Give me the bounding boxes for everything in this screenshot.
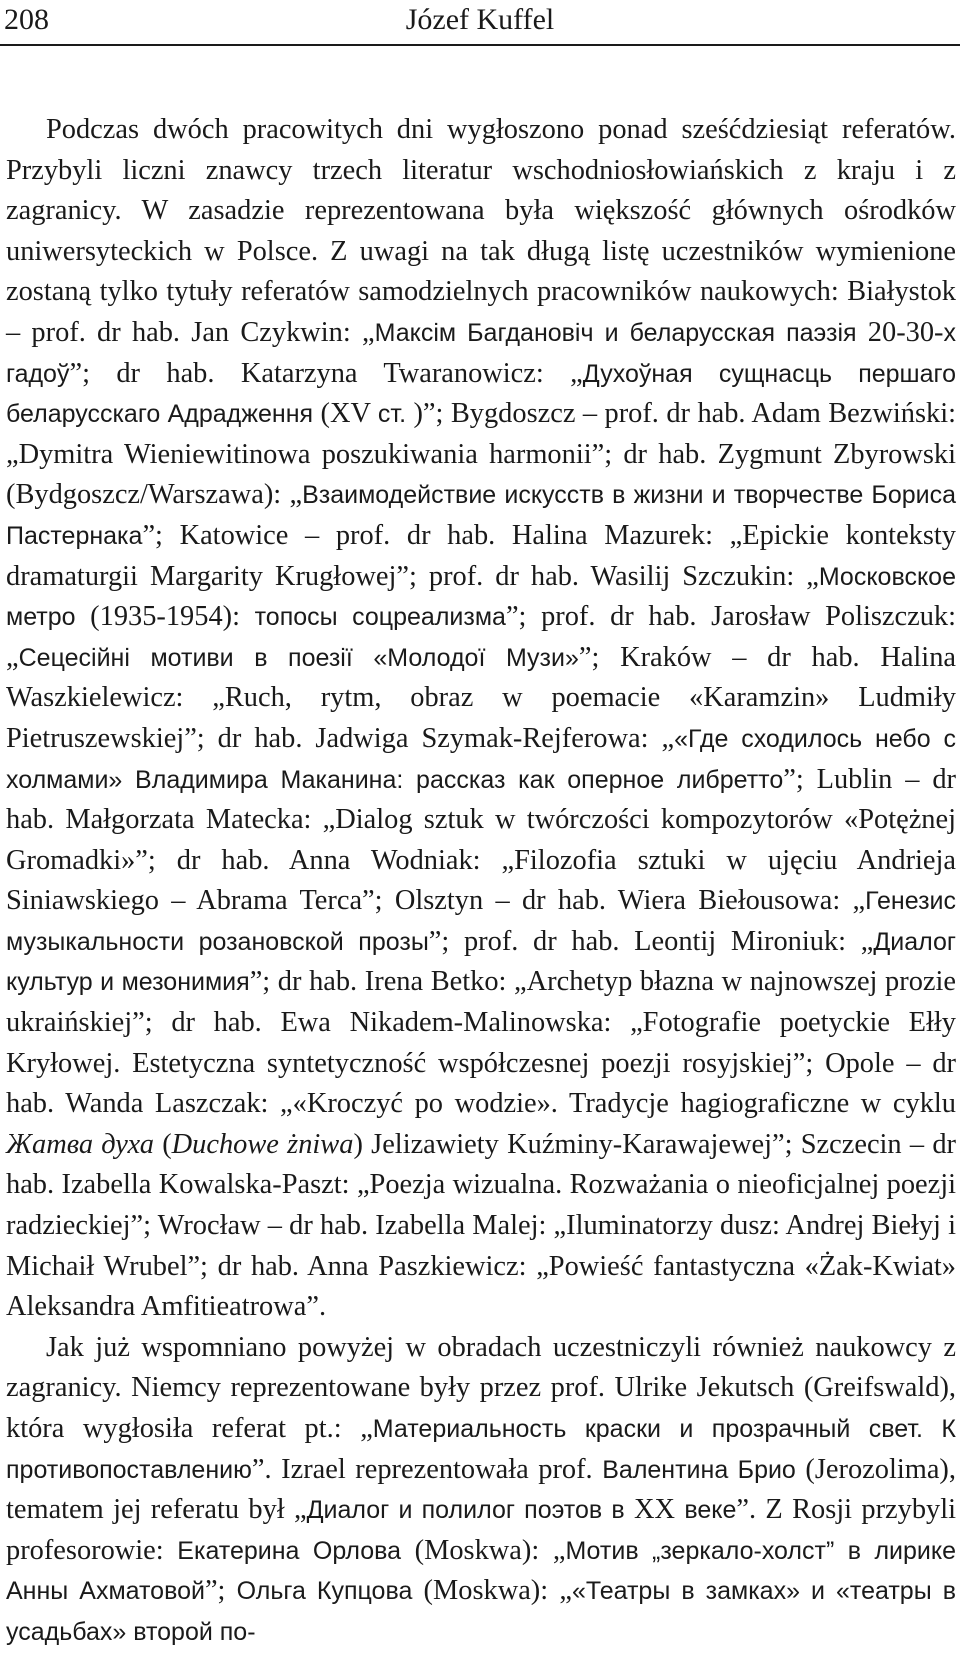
text-run: (: [153, 1128, 172, 1160]
header-rule: [0, 44, 960, 46]
cyrillic-title: Мотив „зеркало-холст” в лирике Анны Ахматовой: [6, 1536, 956, 1606]
cyrillic-name: Валентина Брио: [602, 1455, 796, 1484]
text-run: ”; Katowice – prof. dr hab. Halina Mazurek: „Epickie konteksty dramaturgii Margarity Krugłowej”; prof. dr hab. Wasilij Szczukin: „: [6, 519, 956, 592]
text-run: ”; dr hab. Irena Betko: „Archetyp błazna w najnowszej prozie ukraińskiej”; dr hab. Ewa Nikadem-Malinowska: „Fotografie poetyckie Ełły Kryłowej. Estetyczna syntetyczność współczesnej poezji rosyjskiej”; Opole – dr hab. Wanda Laszczak: „«Kroczyć po wodzie». Tradycje hagiograficzne w cyklu: [6, 966, 956, 1120]
cyrillic-title: «Где сходилось небо с холмами» Владимира Маканина: рассказ как оперное либретто: [6, 724, 956, 794]
page-number: 208: [4, 3, 49, 36]
cyrillic-title: х гадоў: [6, 318, 957, 388]
text-run: Podczas dwóch pracowitych dni wygłoszono ponad sześćdziesiąt referatów. Przybyli liczni znawcy trzech literatur wschodniosłowiańskich z kraju i z zagranicy. W zasadzie reprezentowana była większość głównych ośrodków uniwersyteckich w Polsce. Z uwagi na tak długą listę uczestników wymienione zostaną tylko tytuły referatów samodzielnych pracowników naukowych: Białystok – prof. dr hab. Jan Czykwin: „: [6, 114, 956, 348]
text-run: Jak już wspomniano powyżej w obradach uczestniczyli również naukowcy z zagranicy. Niemcy reprezentowane były przez prof. Ulrike Jekutsch (Greifswald), która wygłosiła referat pt.: „: [6, 1331, 956, 1444]
body-text: [6, 110, 956, 1653]
text-run: (XV: [313, 398, 378, 430]
cyrillic-name: Ольга Купцова: [236, 1577, 413, 1606]
text-run: 20-30-: [856, 316, 944, 348]
text-run: (Jerozolima), tematem jej referatu był „: [6, 1453, 956, 1526]
text-run: ”; Kraków – dr hab. Halina Waszkielewicz: „Ruch, rytm, obraz w poemacie «Karamzin» Ludmiły Pietruszewskiej”; dr hab. Jadwiga Szymak-Rejferowa: „: [6, 641, 956, 754]
running-head-author: Józef Kuffel: [405, 3, 555, 36]
text-run: ”. Z Rosji przybyli profesorowie:: [6, 1494, 956, 1566]
text-run: ”. Izrael reprezentowała prof.: [251, 1453, 603, 1485]
cyrillic-name: Екатерина Орлова: [177, 1536, 402, 1565]
italic-title: Жатва духа: [6, 1128, 154, 1160]
text-run: ”; Lublin – dr hab. Małgorzata Matecka: „Dialog sztuk w twórczości kompozytorów «Potężnej Gromadki»”; dr hab. Anna Wodniak: „Filozofia sztuki w ujęciu Andrieja Siniawskiego – Abrama Terca”; Olsztyn – dr hab. Wiera Biełousowa: „: [6, 763, 956, 917]
running-header: [0, 0, 960, 44]
text-run: ”; prof. dr hab. Leontij Mironiuk: „: [428, 925, 874, 957]
text-run: XX: [624, 1494, 685, 1526]
text-run: ”; dr hab. Katarzyna Twaranowicz: „: [69, 357, 583, 389]
paragraph-2: [6, 1328, 956, 1653]
text-run: ) Jelizawiety Kuźminy-Karawajewej”; Szczecin – dr hab. Izabella Kowalska-Paszt: „Poezja wizualna. Rozważania o nieoficjalnej poezji radzieckiej”; Wrocław – dr hab. Izabella Malej: „Iluminatorzy dusz: Andrej Biełyj i Michaił Wrubel”; dr hab. Anna Paszkiewicz: „Powieść fantastyczna «Żak-Kwiat» Aleksandra Amfitieatrowa”.: [6, 1128, 957, 1323]
text-run: ”; prof. dr hab. Jarosław Poliszczuk: „: [6, 601, 957, 673]
cyrillic-title: Максім Багдановіч и беларусская паэзія: [374, 318, 857, 347]
cyrillic-title: Духоўная сущнасць першаго беларусскаго Адрадження: [6, 359, 956, 429]
cyrillic-title: «Театры в замках» и «театры в усадьбах» второй по-: [6, 1577, 956, 1646]
cyrillic-title: ст.: [377, 400, 407, 429]
cyrillic-title: Диалог культур и мезонимия: [6, 927, 957, 997]
cyrillic-title: топосы соцреализма: [254, 603, 506, 632]
paragraph-1: [6, 110, 956, 1328]
cyrillic-title: Материальность краски и прозрачный свет. К противопоставлению: [6, 1415, 956, 1484]
cyrillic-title: Диалог и полилог поэтов в: [306, 1496, 625, 1525]
cyrillic-title: Взаимодействие искусств в жизни и творчестве Бориса Пастернака: [6, 481, 956, 550]
cyrillic-title: веке: [684, 1496, 737, 1525]
cyrillic-title: Сецесійні мотиви в поезії «Молодої Музи»: [18, 643, 579, 672]
text-run: ”;: [204, 1575, 237, 1607]
text-run: (Moskwa): „: [401, 1534, 566, 1566]
cyrillic-title: Московское метро: [6, 562, 956, 632]
cyrillic-title: Генезис музыкальности розановской прозы: [6, 887, 956, 956]
text-run: )”; Bygdoszcz – prof. dr hab. Adam Bezwiński: „Dymitra Wieniewitinowa poszukiwania harmonii”; dr hab. Zygmunt Zbyrowski (Bydgoszcz/Warszawa): „: [6, 398, 956, 511]
text-run: (1935-1954):: [75, 601, 255, 633]
text-run: (Moskwa): „: [412, 1575, 572, 1607]
italic-title: Duchowe żniwa: [171, 1128, 354, 1160]
